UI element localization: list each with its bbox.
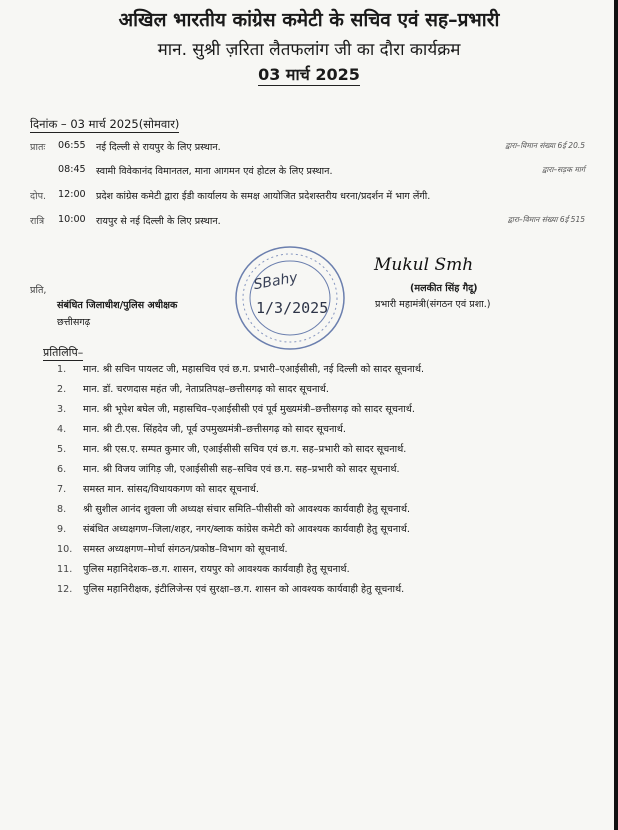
copy-to-item — [57, 582, 404, 595]
item-text: मान. श्री भूपेश बघेल जी, महासचिव–एआईसीसी एवं पूर्व मुख्यमंत्री–छत्तीसगढ़ को सादर सूचनार्थ. — [83, 404, 415, 415]
signatory-designation: प्रभारी महामंत्री(संगठन एवं प्रशा.) — [375, 299, 491, 310]
item-text: मान. श्री एस.ए. सम्पत कुमार जी, एआईसीसी सचिव एवं छ.ग. सह–प्रभारी को सादर सूचनार्थ. — [83, 444, 407, 455]
copy-to-item — [57, 542, 288, 555]
recipient-prati: प्रति, — [30, 285, 47, 296]
stamp-date: 1/3/2025 — [256, 299, 329, 317]
copy-to-item — [57, 522, 410, 535]
schedule-time: 12:00 — [58, 189, 86, 200]
schedule-date-heading: दिनांक – 03 मार्च 2025(सोमवार) — [30, 117, 180, 131]
item-text: मान. श्री टी.एस. सिंहदेव जी, पूर्व उपमुख्यमंत्री–छत्तीसगढ़ को सादर सूचनार्थ. — [83, 424, 346, 435]
copy-to-item — [57, 382, 329, 395]
item-text: श्री सुशील आनंद शुक्ला जी अध्यक्ष संचार समिति–पीसीसी को आवश्यक कार्यवाही हेतु सूचनार्थ. — [83, 504, 411, 515]
item-text: पुलिस महानिरीक्षक, इंटीलिजेन्स एवं सुरक्षा–छ.ग. शासन को आवश्यक कार्यवाही हेतु सूचनार्थ. — [83, 584, 405, 595]
item-text: पुलिस महानिदेशक–छ.ग. शासन, रायपुर को आवश्यक कार्यवाही हेतु सूचनार्थ. — [83, 564, 350, 575]
item-number: 12. — [57, 584, 73, 595]
item-number: 3. — [57, 404, 67, 415]
stamp-initials: SBahy — [252, 269, 299, 294]
signatory-name: (मलकीत सिंह गैदू) — [410, 283, 478, 294]
copy-to-item — [57, 402, 415, 415]
signature-text: Mukul Smh — [374, 255, 474, 275]
item-text: मान. श्री सचिन पायलट जी, महासचिव एवं छ.ग. प्रभारी–एआईसीसी, नई दिल्ली को सादर सूचनार्थ. — [83, 364, 425, 375]
item-number: 7. — [57, 484, 67, 495]
page-edge — [614, 0, 618, 830]
item-text: मान. श्री विजय जांगिड़ जी, एआईसीसी सह–सचिव एवं छ.ग. सह–प्रभारी को सादर सूचनार्थ. — [83, 464, 400, 475]
item-text: समस्त अध्यक्षगण–मोर्चा संगठन/प्रकोष्ठ–विभाग को सूचनार्थ. — [83, 544, 288, 555]
copy-to-item — [57, 362, 424, 375]
copy-to-item — [57, 562, 350, 575]
recipient-line2: छत्तीसगढ़ — [57, 317, 91, 328]
item-text: मान. डॉ. चरणदास महंत जी, नेताप्रतिपक्ष–छत्तीसगढ़ को सादर सूचनार्थ. — [83, 384, 329, 395]
schedule-time: 10:00 — [58, 214, 86, 225]
item-number: 2. — [57, 384, 67, 395]
schedule-desc: प्रदेश कांग्रेस कमेटी द्वारा ईडी कार्यालय के समक्ष आयोजित प्रदेशस्तरीय धरना/प्रदर्शन में भाग लेंगी. — [96, 191, 431, 202]
handwritten-signature — [372, 250, 522, 278]
item-number: 8. — [57, 504, 67, 515]
item-text: संबंधित अध्यक्षगण–जिला/शहर, नगर/ब्लाक कांग्रेस कमेटी को आवश्यक कार्यवाही हेतु सूचनार्थ. — [83, 524, 410, 535]
schedule-period: दोप. — [30, 191, 47, 202]
letter-title: अखिल भारतीय कांग्रेस कमेटी के सचिव एवं सह–प्रभारी — [118, 9, 500, 31]
copy-to-item — [57, 422, 346, 435]
schedule-via: द्वारा–सड़क मार्ग — [542, 165, 585, 174]
item-number: 1. — [57, 364, 67, 375]
letter-date — [0, 63, 618, 85]
schedule-time: 08:45 — [58, 164, 86, 175]
item-number: 10. — [57, 544, 73, 555]
letter-date-text: 03 मार्च 2025 — [258, 65, 360, 84]
copy-to-item — [57, 442, 406, 455]
item-number: 6. — [57, 464, 67, 475]
item-number: 9. — [57, 524, 67, 535]
item-number: 4. — [57, 424, 67, 435]
schedule-desc: रायपुर से नई दिल्ली के लिए प्रस्थान. — [96, 216, 221, 227]
schedule-via: द्वारा–विमान संख्या 6ई 515 — [507, 215, 585, 224]
copy-to-heading: प्रतिलिपि– — [43, 346, 84, 359]
copy-to-item — [57, 462, 400, 475]
seal-stamp — [232, 243, 348, 353]
schedule-time: 06:55 — [58, 140, 86, 151]
item-number: 5. — [57, 444, 67, 455]
schedule-period: रात्रि — [30, 216, 45, 227]
item-number: 11. — [57, 564, 73, 575]
item-text: समस्त मान. सांसद/विधायकगण को सादर सूचनार्थ. — [83, 484, 259, 495]
copy-to-item — [57, 502, 410, 515]
recipient-line1: संबंधित जिलाधीश/पुलिस अधीक्षक — [57, 300, 178, 311]
schedule-period: प्रातः — [30, 142, 46, 153]
copy-to-item — [57, 482, 259, 495]
schedule-desc: नई दिल्ली से रायपुर के लिए प्रस्थान. — [96, 142, 221, 153]
schedule-via: द्वारा–विमान संख्या 6ई 20.5 — [505, 141, 585, 150]
schedule-desc: स्वामी विवेकानंद विमानतल, माना आगमन एवं होटल के लिए प्रस्थान. — [96, 166, 333, 177]
letter-subtitle: मान. सुश्री ज़रिता लैतफलांग जी का दौरा कार्यक्रम — [157, 40, 461, 60]
